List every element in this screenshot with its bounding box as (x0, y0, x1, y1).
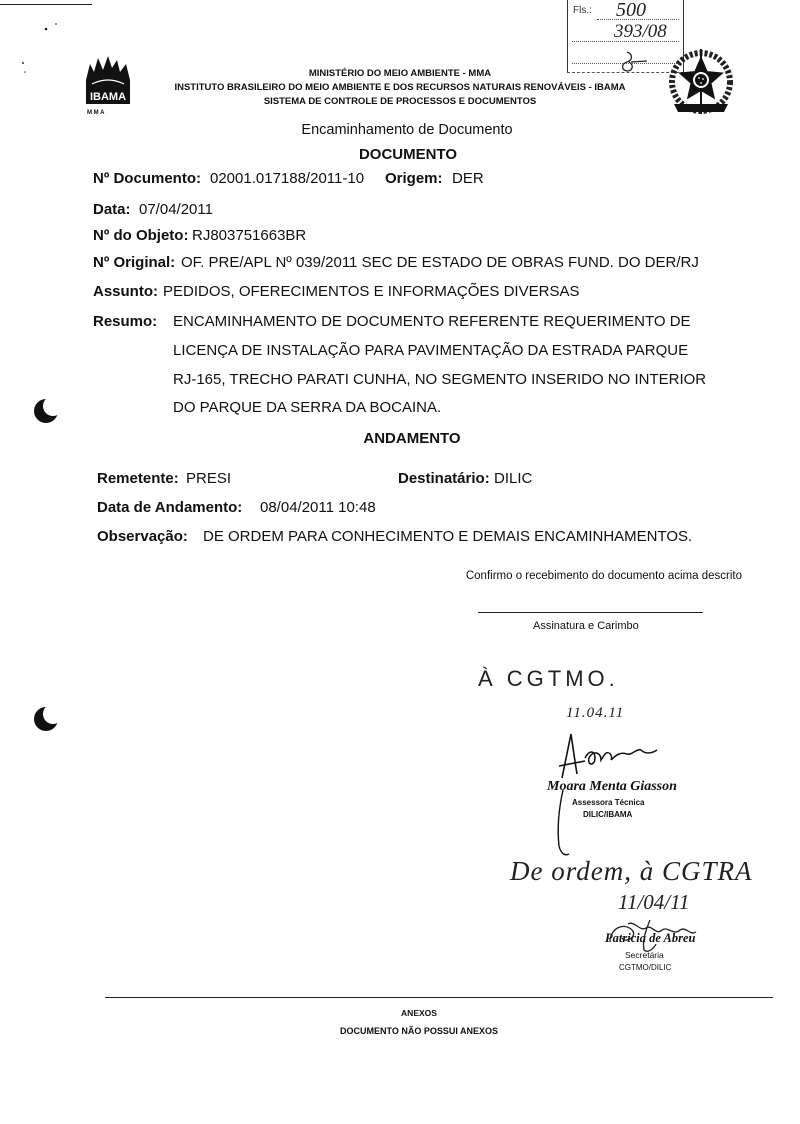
page-title: Encaminhamento de Documento (301, 122, 513, 138)
stamp-role-2: Secretária (625, 950, 664, 960)
logo-caption: M M A (87, 110, 105, 116)
handwritten-date-2: 11/04/11 (618, 890, 690, 914)
numero-documento-label: Nº Documento: (93, 170, 201, 187)
objeto-label: Nº do Objeto: (93, 227, 189, 244)
original-label: Nº Original: (93, 254, 176, 271)
original-value: OF. PRE/APL Nº 039/2011 SEC DE ESTADO DE OBRAS FUND. DO DER/RJ (181, 254, 699, 271)
header-system: SISTEMA DE CONTROLE DE PROCESSOS E DOCUMENTOS (263, 96, 537, 107)
confirm-receipt-text: Confirmo o recebimento do documento acima descrito (465, 570, 742, 582)
resumo-line: RJ-165, TRECHO PARATI CUNHA, NO SEGMENTO INSERIDO NO INTERIOR (173, 371, 707, 388)
stamp-unit-2: CGTMO/DILIC (619, 963, 672, 972)
stamp-border-left (567, 0, 568, 72)
resumo-line: ENCAMINHAMENTO DE DOCUMENTO REFERENTE REQUERIMENTO DE (173, 313, 691, 330)
origem-value: DER (452, 170, 484, 187)
stamp-role-1: Assessora Técnica (572, 798, 645, 807)
stamp-proc-value: 393/08 (614, 21, 667, 42)
coat-of-arms-icon (666, 46, 736, 118)
assunto-value: PEDIDOS, OFERECIMENTOS E INFORMAÇÕES DIVERSAS (163, 283, 580, 300)
stamp-unit-1: DILIC/IBAMA (583, 810, 633, 819)
resumo-label: Resumo: (93, 313, 158, 330)
stamp-name-2: Patricia de Abreu (605, 931, 696, 945)
observacao-value: DE ORDEM PARA CONHECIMENTO E DEMAIS ENCAMINHAMENTOS. (203, 528, 693, 545)
remetente-value: PRESI (186, 470, 232, 487)
stamp-name-1: Moara Menta Giasson (547, 779, 677, 794)
resumo-line: DO PARQUE DA SERRA DA BOCAINA. (173, 399, 442, 416)
punch-hole-icon (32, 705, 60, 733)
header-institute: INSTITUTO BRASILEIRO DO MEIO AMBIENTE E DOS RECURSOS NATURAIS RENOVÁVEIS - IBAMA (174, 82, 626, 93)
header-ministry: MINISTÉRIO DO MEIO AMBIENTE - MMA (308, 68, 492, 79)
signature-moara (545, 728, 685, 863)
section-heading-documento: DOCUMENTO (358, 146, 458, 163)
numero-documento-value: 02001.017188/2011-10 (210, 170, 365, 187)
data-andamento-value: 08/04/2011 10:48 (260, 499, 376, 516)
origem-label: Origem: (385, 170, 443, 187)
stamp-fls-label: Fls.: (573, 5, 592, 16)
signature-label: Assinatura e Carimbo (533, 620, 639, 632)
assunto-label: Assunto: (93, 283, 158, 300)
data-value: 07/04/2011 (139, 201, 213, 218)
data-label: Data: (93, 201, 131, 218)
anexos-heading: ANEXOS (401, 1008, 437, 1018)
signature-line (478, 612, 703, 613)
handwritten-note-2: De ordem, à CGTRA (510, 856, 753, 886)
stamp-fls-value: 500 (616, 0, 646, 21)
handwritten-date-1: 11.04.11 (566, 705, 625, 721)
remetente-label: Remetente: (97, 470, 179, 487)
anexos-text: DOCUMENTO NÃO POSSUI ANEXOS (339, 1026, 499, 1036)
punch-hole-icon (32, 397, 60, 425)
resumo-line: LICENÇA DE INSTALAÇÃO PARA PAVIMENTAÇÃO DA ESTRADA PARQUE (173, 342, 689, 359)
observacao-label: Observação: (97, 528, 188, 545)
data-andamento-label: Data de Andamento: (97, 499, 243, 516)
handwritten-note-1: À CGTMO. (478, 666, 619, 691)
destinatario-value: DILIC (494, 470, 533, 487)
scan-specks (0, 0, 70, 80)
anexos-divider (105, 997, 773, 998)
svg-text:IBAMA: IBAMA (89, 91, 127, 103)
section-heading-andamento: ANDAMENTO (363, 430, 461, 447)
objeto-value: RJ803751663BR (192, 227, 307, 244)
destinatario-label: Destinatário: (398, 470, 490, 487)
